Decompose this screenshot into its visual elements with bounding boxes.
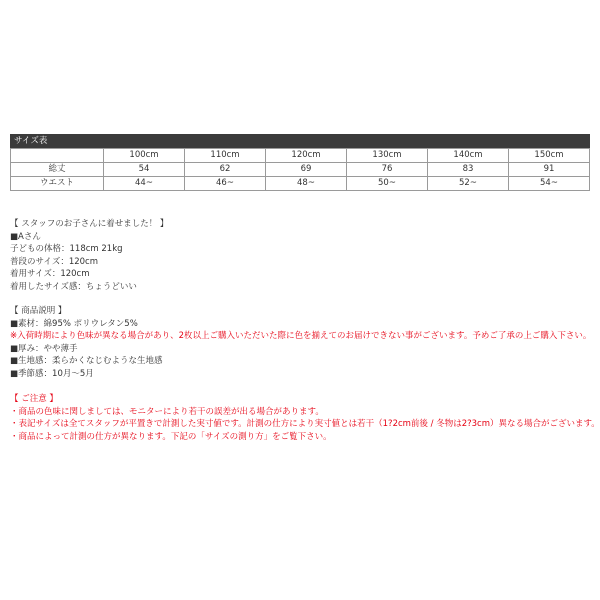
size-table-cell: 48~ <box>266 177 347 191</box>
product-section-heading: 【 商品説明 】 <box>10 306 67 316</box>
worn-size-line: 着用サイズ：120cm <box>10 269 90 279</box>
size-table-header-cell: 130cm <box>347 149 428 163</box>
size-table-section <box>10 134 590 191</box>
size-table-row-length <box>11 163 590 177</box>
material-line: ■素材：綿95% ポリウレタン5% <box>10 318 138 329</box>
thickness-line: ■厚み：やや薄手 <box>10 343 78 354</box>
size-table-header-cell: 110cm <box>185 149 266 163</box>
size-table-row-label: 総丈 <box>11 163 104 177</box>
size-table-cell: 54 <box>104 163 185 177</box>
color-variation-warning: ※入荷時期により色味が異なる場合があり、2枚以上ご購入いただいた際に色を揃えてのお届けできない事がございます。予めご了承の上ご購入下さい。 <box>10 331 592 341</box>
product-description-section <box>10 305 590 380</box>
size-table-cell: 69 <box>266 163 347 177</box>
size-table-header-row <box>11 149 590 163</box>
size-table-cell: 52~ <box>428 177 509 191</box>
size-table-row-label: ウエスト <box>11 177 104 191</box>
staff-fitting-section <box>10 218 590 293</box>
fit-impression-line: 着用したサイズ感：ちょうどいい <box>10 281 137 292</box>
size-table-cell: 91 <box>509 163 590 177</box>
notice-line-measure: ・商品によって計測の仕方が異なります。下記の「サイズの測り方」をご覧下さい。 <box>10 431 332 442</box>
staff-name-line: ■Aさん <box>10 231 41 242</box>
size-table-cell: 62 <box>185 163 266 177</box>
size-table-cell: 44~ <box>104 177 185 191</box>
usual-size-line: 普段のサイズ：120cm <box>10 256 98 267</box>
fabric-feel-line: ■生地感：柔らかくなじむような生地感 <box>10 356 163 366</box>
size-table-header-cell: 140cm <box>428 149 509 163</box>
notice-heading: 【 ご注意 】 <box>10 394 58 404</box>
size-table-title: サイズ表 <box>10 134 590 148</box>
size-table-cell: 83 <box>428 163 509 177</box>
size-table-corner-cell <box>11 149 104 163</box>
notice-section <box>10 393 600 443</box>
size-table-row-waist <box>11 177 590 191</box>
notice-line-size: ・表記サイズは全てスタッフが平置きで計測した実寸値です。計測の仕方により実寸値とは若干（1?2cm前後 / 冬物は2?3cm）異なる場合がございます。 <box>10 419 600 429</box>
size-table-cell: 46~ <box>185 177 266 191</box>
size-table-cell: 54~ <box>509 177 590 191</box>
staff-section-heading: 【 スタッフのお子さんに着せました！ 】 <box>10 219 169 229</box>
size-table <box>10 148 590 191</box>
season-line: ■季節感：10月～5月 <box>10 368 94 379</box>
size-table-cell: 50~ <box>347 177 428 191</box>
size-table-header-cell: 150cm <box>509 149 590 163</box>
size-table-cell: 76 <box>347 163 428 177</box>
size-table-header-cell: 120cm <box>266 149 347 163</box>
notice-line-color: ・商品の色味に関しましては、モニターにより若干の誤差が出る場合があります。 <box>10 406 324 417</box>
child-body-line: 子どもの体格：118cm 21kg <box>10 244 123 254</box>
size-table-header-cell: 100cm <box>104 149 185 163</box>
